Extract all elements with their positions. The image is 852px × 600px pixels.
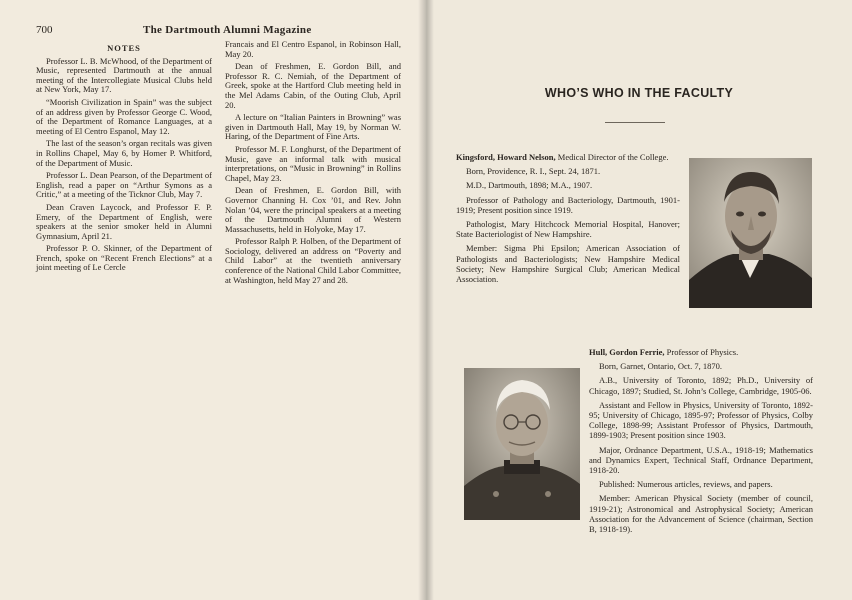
- notes-column-2: [225, 40, 401, 288]
- bio-paragraph: Member: American Physical Society (member of council, 1919-21); Astronomical and Astrophysical Society; American Association for the Advancement of Science (chairman, Section B, 1918-19).: [589, 493, 813, 535]
- portrait-photo-kingsford: [689, 158, 812, 308]
- bio-paragraph: Published: Numerous articles, reviews, and papers.: [599, 479, 773, 490]
- note-paragraph: Professor L. Dean Pearson, of the Department of English, read a paper on “Arthur Symons as a Critic,” at a meeting of the Ticknor Club, May 7.: [36, 170, 212, 200]
- faculty-entry-heading: [589, 347, 813, 357]
- bio-paragraph: Member: Sigma Phi Epsilon; American Association of Pathologists and Bacteriologists; New Hampshire Medical Society; New Hampshire Surgical Club; American Medical Association.: [456, 243, 680, 285]
- title-rule-divider: [605, 122, 665, 123]
- magazine-title: The Dartmouth Alumni Magazine: [143, 24, 312, 36]
- faculty-name: Hull, Gordon Ferrie,: [589, 347, 665, 357]
- right-page: [426, 0, 852, 600]
- page-number: 700: [36, 24, 53, 36]
- note-paragraph: Dean of Freshmen, E. Gordon Bill, with Governor Channing H. Cox ’01, and Rev. John Nolan ’04, were the principal speakers at a meeting of the Dartmouth Alumni of Western Massachusetts, held in Holyoke, May 17.: [225, 185, 401, 234]
- bio-paragraph: Major, Ordnance Department, U.S.A., 1918-19; Mathematics and Dynamics Expert, Technical Staff, Ordnance Department, 1918-20.: [589, 444, 813, 476]
- note-paragraph: Professor Ralph P. Holben, of the Department of Sociology, delivered an address on “Poverty and Child Labor” at the twentieth anniversary conference of the National Child Labor Committee, at Washington, held May 27 and 28.: [225, 236, 401, 285]
- note-paragraph: “Moorish Civilization in Spain” was the subject of an address given by Professor George C. Wood, of the Department of Romance Languages, at a meeting of El Centro Espanol, May 12.: [36, 96, 212, 136]
- note-paragraph: Professor L. B. McWhood, of the Department of Music, represented Dartmouth at the annual meeting of the Intercollegiate Musical Clubs held at New York, May 17.: [36, 55, 212, 95]
- bio-paragraph: Born, Providence, R. I., Sept. 24, 1871.: [466, 166, 601, 177]
- bio-paragraph: Born, Garnet, Ontario, Oct. 7, 1870.: [599, 361, 722, 372]
- note-continuation: Francais and El Centro Espanol, in Robinson Hall, May 20.: [225, 39, 401, 59]
- faculty-section-title: WHO’S WHO IN THE FACULTY: [544, 86, 734, 100]
- faculty-entry-hull: [589, 347, 813, 538]
- note-paragraph: The last of the season’s organ recitals was given in Rollins Chapel, May 6, by Homer P. Whitford, of the Department of Music.: [36, 138, 212, 168]
- notes-column-1: [36, 44, 212, 276]
- faculty-role: Professor of Physics.: [664, 347, 739, 357]
- faculty-name: Kingsford, Howard Nelson,: [456, 152, 556, 162]
- bio-paragraph: Assistant and Fellow in Physics, University of Toronto, 1892-95; University of Chicago, 1895-97; Professor of Physics, Colby College, 1898-99; Assistant Professor of Physics, Dartmouth, 1899-1903; Present position since 1903.: [589, 399, 813, 441]
- bio-paragraph: Pathologist, Mary Hitchcock Memorial Hospital, Hanover; State Bacteriologist of New Hampshire.: [456, 219, 680, 240]
- notes-heading: NOTES: [107, 43, 141, 53]
- note-paragraph: A lecture on “Italian Painters in Browning” was given in Dartmouth Hall, May 19, by Norman W. Haring, of the Department of Fine Arts.: [225, 112, 401, 142]
- portrait-photo-hull: [464, 368, 580, 520]
- note-paragraph: Dean Craven Laycock, and Professor F. P. Emery, of the Department of English, were speakers at the senior smoker held in Alumni Gymnasium, April 21.: [36, 201, 212, 241]
- note-paragraph: Professor M. F. Longhurst, of the Department of Music, gave an informal talk with musical interpretations, on “Music in Browning” in Rollins Chapel, May 23.: [225, 143, 401, 183]
- faculty-entry-kingsford: [456, 152, 680, 288]
- bio-paragraph: A.B., University of Toronto, 1892; Ph.D., University of Chicago, 1897; Studied, St. John’s College, Cambridge, 1905-06.: [589, 375, 813, 396]
- note-paragraph: Dean of Freshmen, E. Gordon Bill, and Professor R. C. Nemiah, of the Department of Greek, spoke at the Hartford Club meeting held in the Mel Adams Cabin, of the Outing Club, April 20.: [225, 61, 401, 110]
- faculty-entry-heading: [456, 152, 680, 162]
- bio-paragraph: Professor of Pathology and Bacteriology, Dartmouth, 1901-1919; Present position since 1919.: [456, 194, 680, 215]
- note-paragraph: Professor P. O. Skinner, of the Department of French, spoke on “Recent French Elections” at a joint meeting of Le Cercle: [36, 243, 212, 273]
- faculty-role: Medical Director of the College.: [555, 152, 669, 162]
- bio-paragraph: M.D., Dartmouth, 1898; M.A., 1907.: [466, 180, 593, 191]
